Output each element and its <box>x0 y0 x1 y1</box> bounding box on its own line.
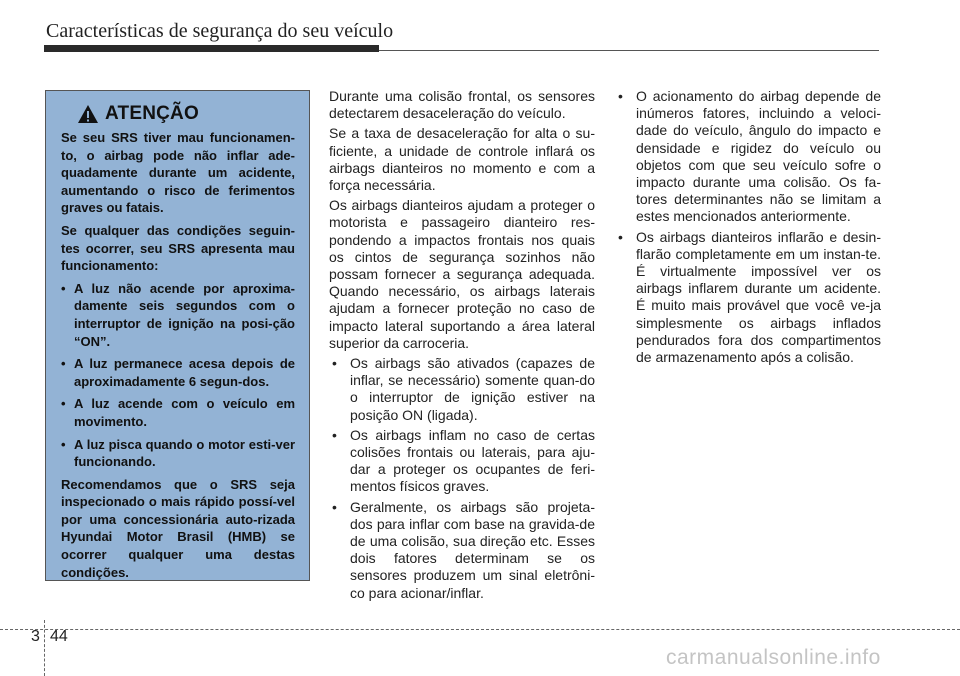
body-paragraph: Se a taxa de desaceleração for alta o su-ficiente, a unidade de controle inflará os airbags dianteiros no momento e com a força necessária. <box>329 125 595 194</box>
page-header-title: Características de segurança do seu veículo <box>46 20 394 42</box>
footer-divider <box>0 629 960 630</box>
header-bar-thin <box>379 50 879 51</box>
watermark-text: carmanualsonline.info <box>666 646 881 669</box>
page-number: 44 <box>50 628 68 645</box>
body-paragraph: Durante uma colisão frontal, os sensores detectarem desaceleração do veículo. <box>329 88 595 122</box>
warning-triangle-icon <box>77 104 99 124</box>
warning-bullet: • A luz acende com o veículo em movimento. <box>61 395 295 430</box>
header-bar-thick <box>44 45 379 52</box>
warning-heading <box>61 99 295 129</box>
warning-box <box>45 90 310 581</box>
warning-bullet: • A luz permanece acesa depois de aproximadamente 6 segun-dos. <box>61 355 295 390</box>
warning-conditions-intro: Se qualquer das condições seguin-tes ocorrer, seu SRS apresenta mau funcionamento: <box>61 222 295 274</box>
body-bullet: • Os airbags inflam no caso de certas colisões frontais ou laterais, para aju-dar a proteger os ocupantes de feri-mentos físicos graves. <box>329 427 595 496</box>
warning-title: ATENÇÃO <box>105 103 199 125</box>
warning-bullet-list <box>61 280 295 471</box>
warning-intro: Se seu SRS tiver mau funcionamen-to, o airbag pode não inflar ade-quadamente durante um acidente, aumentando o risco de ferimentos graves ou fatais. <box>61 130 295 216</box>
body-bullet: • Os airbags são ativados (capazes de inflar, se necessário) somente quan-do o interruptor de ignição estiver na posição ON (ligada). <box>329 355 595 424</box>
page-section-number: 3 <box>31 628 40 645</box>
right-bullet-list <box>615 88 881 366</box>
body-bullet: • Os airbags dianteiros inflarão e desin-flarão completamente em um instan-te. É virtualmente impossível ver os airbags inflarem durante um acidente. É muito mais provável que você ve-ja simplesmente os airbags inflados pendurados fora dos compartimentos de armazenamento após a colisão. <box>615 229 881 367</box>
warning-bullet: • A luz não acende por aproxima-damente seis segundos com o interruptor de ignição na posi-ção “ON”. <box>61 280 295 350</box>
body-paragraph: Os airbags dianteiros ajudam a proteger o motorista e passageiro dianteiro res-pondendo a impactos frontais nos quais os cintos de segurança sozinhos não possam fornecer a segurança adequada. Quando necessário, os airbags laterais ajudam a fornecer proteção no caso de impacto lateral suportando a área lateral superior da carroceria. <box>329 197 595 351</box>
middle-bullet-list <box>329 355 595 602</box>
right-column <box>615 88 881 369</box>
footer-page-divider <box>44 620 45 676</box>
warning-recommendation: Recomendamos que o SRS seja inspecionado o mais rápido possí-vel por uma concessionária auto-rizada Hyundai Motor Brasil (HMB) se ocorrer qualquer uma destas condições. <box>61 476 295 580</box>
warning-bullet: • A luz pisca quando o motor esti-ver funcionando. <box>61 436 295 471</box>
middle-column <box>329 88 595 605</box>
body-bullet: • Geralmente, os airbags são projeta-dos para inflar com base na gravida-de de uma colisão, sua direção etc. Esses dois fatores determinam se os sensores produzem um sinal eletrôni-co para acionar/inflar. <box>329 499 595 602</box>
body-bullet: • O acionamento do airbag depende de inúmeros fatores, incluindo a veloci-dade do veículo, ângulo do impacto e densidade e rigidez do veículo ou objetos com que seu veículo sofre o impacto durante uma colisão. Os fa-tores determinantes não se limitam a estes mencionados anteriormente. <box>615 88 881 226</box>
